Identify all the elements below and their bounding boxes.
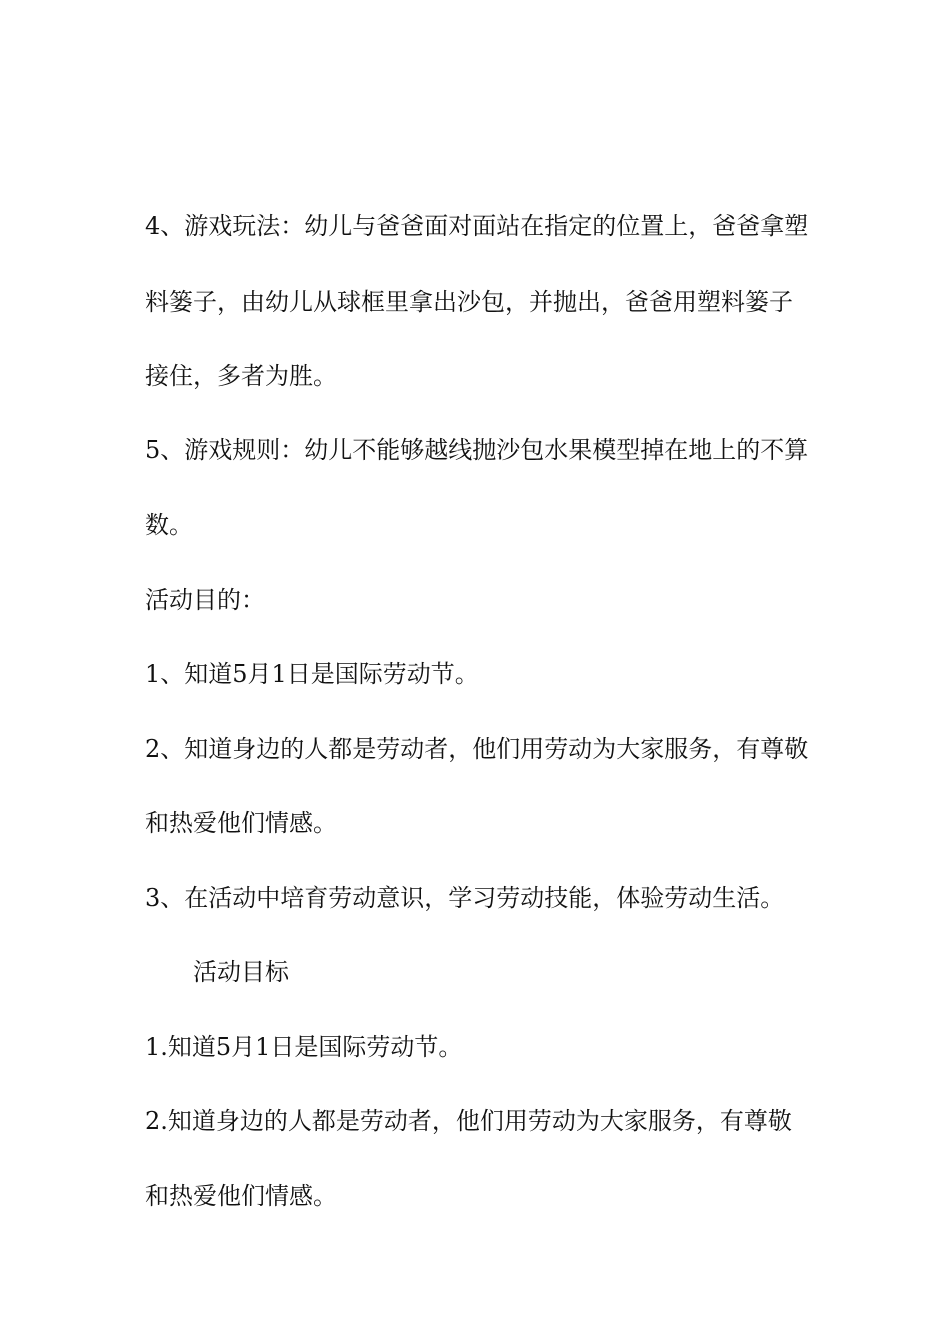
rule-4-line-3: 接住，多者为胜。 xyxy=(145,362,337,390)
rule-5-line-1: 5、游戏规则：幼儿不能够越线抛沙包水果模型掉在地上的不算 xyxy=(145,436,809,464)
purpose-item-2-line-2: 和热爱他们情感。 xyxy=(145,809,337,837)
goal-item-1: 1.知道5月1日是国际劳动节。 xyxy=(145,1033,463,1061)
goal-item-2-line-2: 和热爱他们情感。 xyxy=(145,1182,337,1210)
purpose-item-2-line-1: 2、知道身边的人都是劳动者，他们用劳动为大家服务，有尊敬 xyxy=(145,735,809,763)
purpose-item-1: 1、知道5月1日是国际劳动节。 xyxy=(145,660,479,688)
rule-4-line-2: 料篓子，由幼儿从球框里拿出沙包，并抛出，爸爸用塑料篓子 xyxy=(145,288,793,316)
rule-5-line-2: 数。 xyxy=(145,511,193,539)
rule-4-line-1: 4、游戏玩法：幼儿与爸爸面对面站在指定的位置上，爸爸拿塑 xyxy=(145,212,809,240)
goal-item-2-line-1: 2.知道身边的人都是劳动者，他们用劳动为大家服务，有尊敬 xyxy=(145,1107,792,1135)
section-heading-purpose: 活动目的： xyxy=(145,586,265,614)
purpose-item-3: 3、在活动中培育劳动意识，学习劳动技能，体验劳动生活。 xyxy=(145,884,785,912)
section-heading-goals: 活动目标 xyxy=(193,958,289,986)
